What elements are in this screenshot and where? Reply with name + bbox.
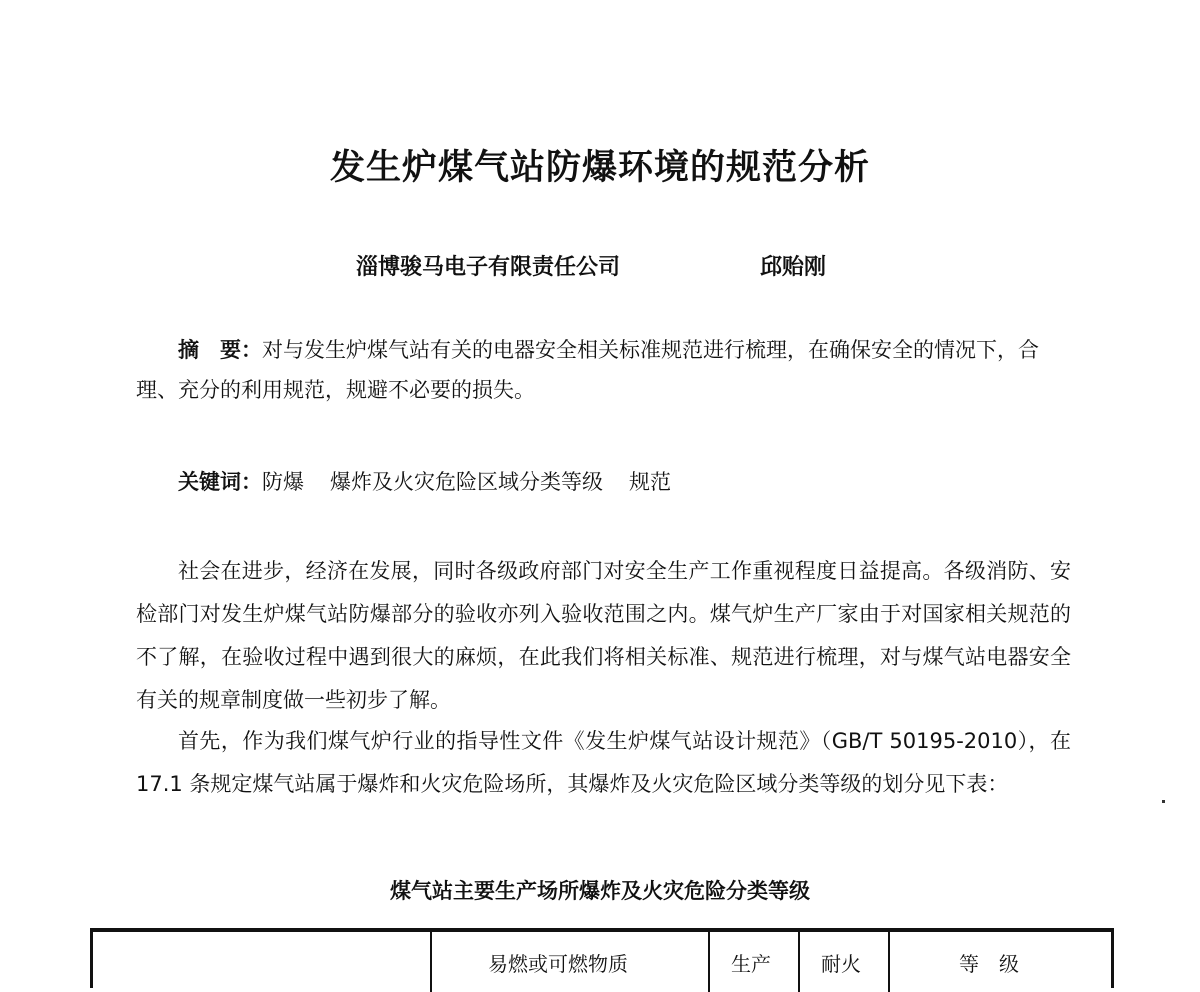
- keyword-item: 防爆: [262, 470, 304, 494]
- classification-table: [90, 928, 1114, 988]
- table-header-cell: 易燃或可燃物质: [488, 952, 628, 976]
- table-header-cell: 生产: [731, 952, 771, 976]
- table-header-cell: 耐火: [821, 952, 861, 976]
- keywords-label: 关键词：: [178, 470, 262, 494]
- author-name: 邱贻刚: [760, 254, 827, 280]
- table-title: 煤气站主要生产场所爆炸及火灾危险分类等级: [390, 879, 810, 903]
- abstract-text: 对与发生炉煤气站有关的电器安全相关标准规范进行梳理，在确保安全的情况下，合理、充分的利用规范，规避不必要的损失。: [136, 338, 1039, 402]
- keyword-item: 规范: [629, 470, 671, 494]
- author-line: [0, 250, 1200, 284]
- author-organization: 淄博骏马电子有限责任公司: [356, 254, 621, 280]
- table-column-divider: [430, 932, 432, 992]
- keywords: [178, 465, 697, 499]
- table-column-divider: [888, 932, 890, 992]
- table-column-divider: [798, 932, 800, 992]
- table-header-cell: 等 级: [959, 952, 1019, 976]
- abstract-label: 摘 要：: [178, 338, 262, 362]
- document-title: 发生炉煤气站防爆环境的规范分析: [329, 148, 870, 188]
- body-paragraph-2: 首先，作为我们煤气炉行业的指导性文件《发生炉煤气站设计规范》（GB/T 50195-2010），在 17.1 条规定煤气站属于爆炸和火灾危险场所，其爆炸及火灾危险区域分类等级的划分见下表：: [136, 729, 1071, 796]
- table-column-divider: [708, 932, 710, 992]
- abstract: [136, 330, 1071, 410]
- keyword-item: 爆炸及火灾危险区域分类等级: [330, 470, 603, 494]
- body-paragraph-1: 社会在进步，经济在发展，同时各级政府部门对安全生产工作重视程度日益提高。各级消防、安检部门对发生炉煤气站防爆部分的验收亦列入验收范围之内。煤气炉生产厂家由于对国家相关规范的不了解，在验收过程中遇到很大的麻烦，在此我们将相关标准、规范进行梳理，对与煤气站电器安全有关的规章制度做一些初步了解。: [136, 559, 1071, 712]
- scan-speck: [1162, 800, 1165, 803]
